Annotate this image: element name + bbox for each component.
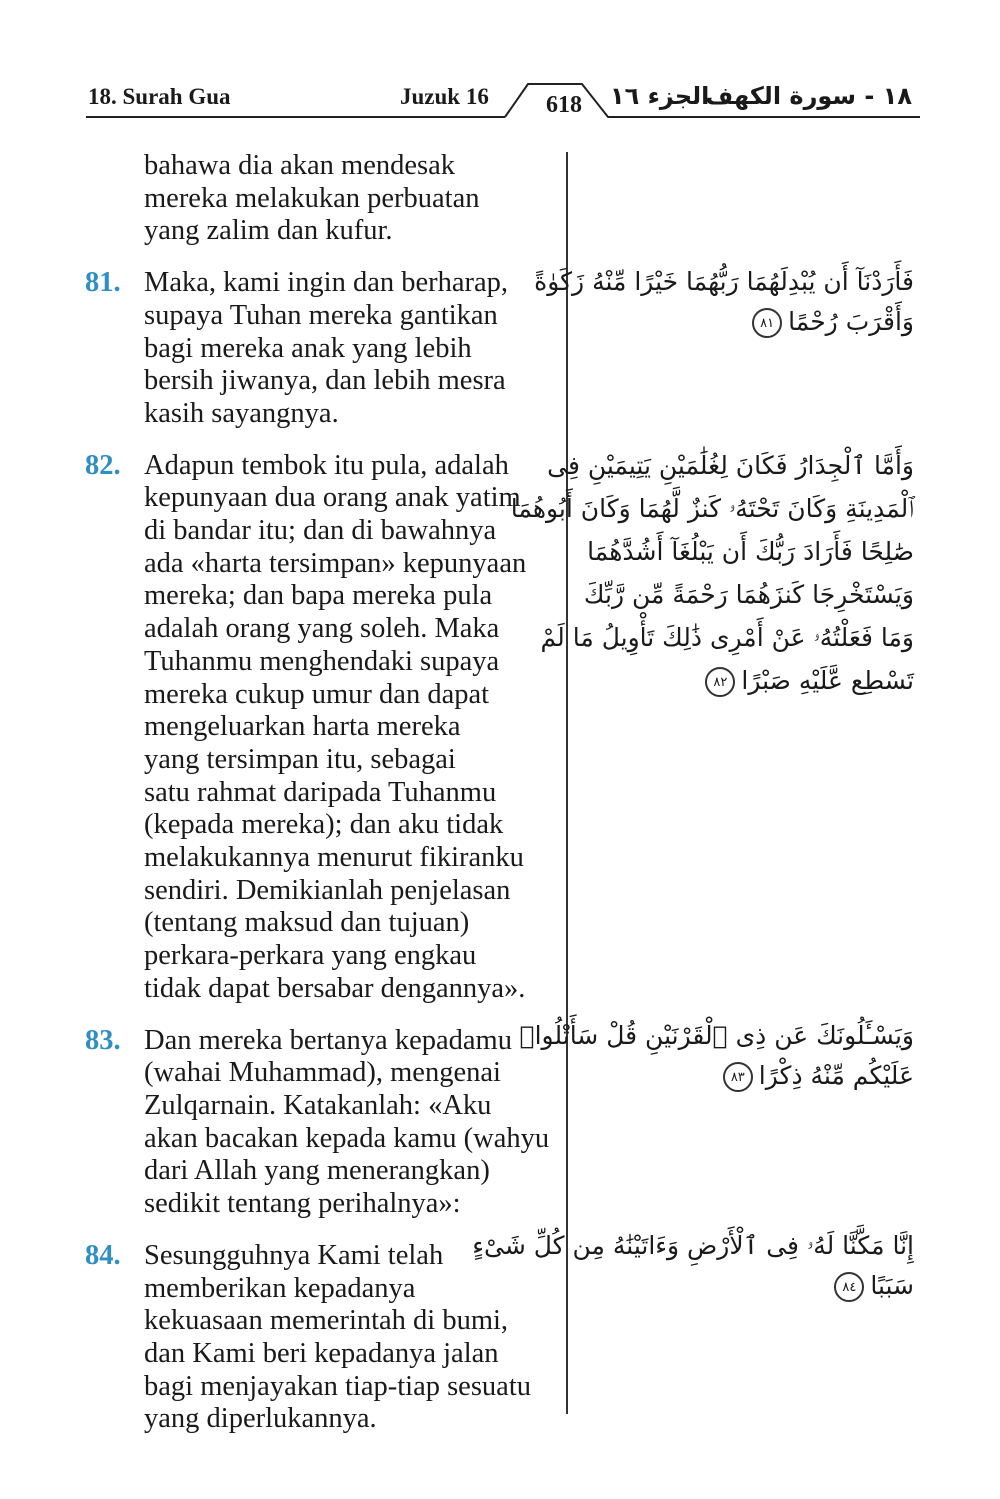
verse-number: 81.	[85, 267, 121, 299]
arabic-line	[594, 659, 914, 702]
arabic-line: وَأَمَّا ٱلْجِدَارُ فَكَانَ لِغُلَٰمَيْنِ يَتِيمَيْنِ فِى	[547, 451, 914, 480]
arabic-surah-title: ١٨ - سورة الكهف	[705, 82, 912, 110]
arabic-line: وَيَسْتَخْرِجَا كَنزَهُمَا رَحْمَةً مِّن رَّبِّكَ	[583, 580, 914, 609]
arabic-line	[594, 1056, 914, 1096]
arabic-verse-82	[510, 444, 914, 702]
arabic-line	[594, 302, 914, 342]
verse-text: Sesungguhnya Kami telah memberikan kepadanya kekuasaan memerintah di bumi, dan Kami beri kepadanya jalan bagi menjayakan tiap-tiap sesuatu yang diperlukannya.	[144, 1239, 531, 1435]
arabic-line: وَيَسْـَٔلُونَكَ عَن ذِى ٱلْقَرْنَيْنِ قُلْ سَأَتْلُوا۟	[519, 1021, 914, 1050]
arabic-line: إِنَّا مَكَّنَّا لَهُۥ فِى ٱلْأَرْضِ وَءَاتَيْنَٰهُ مِن كُلِّ شَىْءٍ	[472, 1231, 914, 1260]
arabic-verse-84	[472, 1226, 914, 1306]
arabic-text: سَبَبًا	[870, 1271, 914, 1300]
verse-number: 84.	[85, 1239, 121, 1271]
verse-text: Adapun tembok itu pula, adalah kepunyaan dua orang anak yatim di bandar itu; dan di bawahnya ada «harta tersimpan» kepunyaan mereka; dan bapa mereka pula adalah orang yang soleh. Maka Tuhanmu menghendaki supaya mereka cukup umur dan dapat mengeluarkan harta mereka yang tersimpan itu, sebagai satu rahmat daripada Tuhanmu (kepada mereka); dan aku tidak melakukannya menurut fikiranku sendiri. Demikianlah penjelasan (tentang maksud dan tujuan) perkara-perkara yang engkau tidak dapat bersabar dengannya».	[144, 449, 527, 1004]
arabic-verse-83	[519, 1016, 914, 1096]
verse-translation-81	[80, 267, 560, 431]
arabic-line: وَمَا فَعَلْتُهُۥ عَنْ أَمْرِى ذَٰلِكَ تَأْوِيلُ مَا لَمْ	[540, 623, 914, 652]
arabic-line: فَأَرَدْنَآ أَن يُبْدِلَهُمَا رَبُّهُمَا خَيْرًا مِّنْهُ زَكَوٰةً	[534, 267, 914, 296]
verse-translation-82	[80, 450, 560, 1006]
header-rule	[0, 0, 1000, 130]
arabic-verse-81	[534, 262, 914, 342]
verse-translation-continued	[80, 150, 560, 248]
arabic-text: تَسْطِع عَّلَيْهِ صَبْرًا	[741, 666, 914, 695]
arabic-text: عَلَيْكُم مِّنْهُ ذِكْرًا	[758, 1061, 914, 1090]
verse-number: 82.	[85, 449, 121, 481]
arabic-line: ٱلْمَدِينَةِ وَكَانَ تَحْتَهُۥ كَنزٌ لَّهُمَا وَكَانَ أَبُوهُمَا	[510, 494, 914, 523]
verse-text: Dan mereka bertanya kepadamu (wahai Muhammad), mengenai Zulqarnain. Katakanlah: «Aku akan bacakan kepada kamu (wahyu dari Allah yang menerangkan) sedikit tentang perihalnya»:	[144, 1024, 550, 1220]
arabic-line	[594, 1266, 914, 1306]
verse-translation-84	[80, 1240, 560, 1436]
verse-end-marker: ٨٣	[723, 1062, 753, 1092]
arabic-text: وَأَقْرَبَ رُحْمًا	[788, 307, 914, 336]
verse-end-marker: ٨١	[752, 308, 782, 338]
verse-number: 83.	[85, 1024, 121, 1056]
arabic-line: صَٰلِحًا فَأَرَادَ رَبُّكَ أَن يَبْلُغَآ أَشُدَّهُمَا	[587, 537, 914, 566]
verse-text: bahawa dia akan mendesak mereka melakukan perbuatan yang zalim dan kufur.	[144, 150, 480, 247]
column-divider	[566, 152, 568, 1414]
surah-title: 18. Surah Gua	[88, 84, 231, 109]
verse-text: Maka, kami ingin dan berharap, supaya Tuhan mereka gantikan bagi mereka anak yang lebih bersih jiwanya, dan lebih mesra kasih sayangnya.	[144, 267, 509, 429]
page-header	[0, 0, 1000, 130]
juzuk-label: Juzuk 16	[400, 84, 489, 109]
verse-translation-83	[80, 1025, 560, 1221]
arabic-juz-label: الجزء ١٦	[610, 82, 710, 110]
page-number: 618	[546, 92, 582, 118]
verse-end-marker: ٨٢	[705, 667, 735, 697]
verse-end-marker: ٨٤	[834, 1272, 864, 1302]
